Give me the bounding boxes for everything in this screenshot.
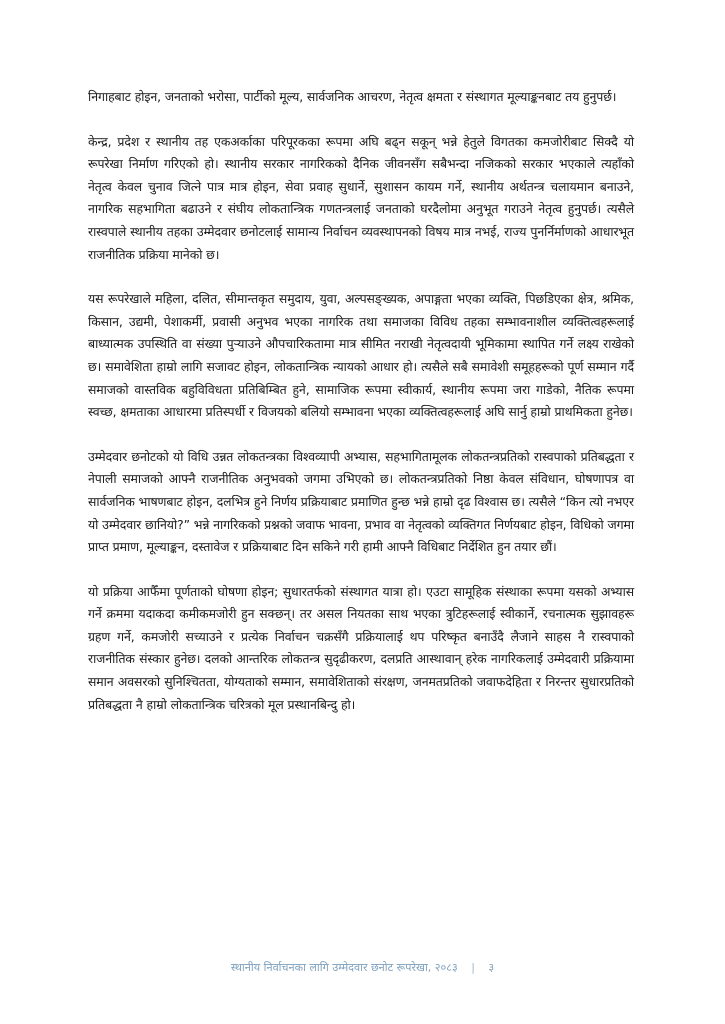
paragraph-1: निगाहबाट होइन, जनताको भरोसा, पार्टीको मूल्य, सार्वजनिक आचरण, नेतृत्व क्षमता र संस्थागत मूल्याङ्कनबाट तय हुनुपर्छ।	[88, 89, 617, 104]
paragraph-3: यस रूपरेखाले महिला, दलित, सीमान्तकृत समुदाय, युवा, अल्पसङ्ख्यक, अपाङ्गता भएका व्यक्ति, पिछडिएका क्षेत्र, श्रमिक, किसान, उद्यमी, पेशाकर्मी, प्रवासी अनुभव भएका नागरिक तथा समाजका विविध तहका सम्भावनाशील व्यक्तित्वहरूलाई बाध्यात्मक उपस्थिति वा संख्या पुर्‍याउने औपचारिकतामा मात्र सीमित नराखी नेतृत्वदायी भूमिकामा स्थापित गर्ने लक्ष्य राखेको छ। समावेशिता हाम्रो लागि सजावट होइन, लोकतान्त्रिक न्यायको आधार हो। त्यसैले सबै समावेशी समूहहरूको पूर्ण सम्मान गर्दै समाजको वास्तविक बहुविविधता प्रतिबिम्बित हुने, सामाजिक रूपमा स्वीकार्य, स्थानीय रूपमा जरा गाडेको, नैतिक रूपमा स्वच्छ, क्षमताका आधारमा प्रतिस्पर्धी र विजयको बलियो सम्भावना भएका व्यक्तित्वहरूलाई अघि सार्नु हाम्रो प्राथमिकता हुनेछ।	[88, 291, 634, 420]
paragraph-4: उम्मेदवार छनोटको यो विधि उन्नत लोकतन्त्रका विश्वव्यापी अभ्यास, सहभागितामूलक लोकतन्त्रप्रतिको रास्वपाको प्रतिबद्धता र नेपाली समाजको आफ्नै राजनीतिक अनुभवको जगमा उभिएको छ। लोकतन्त्रप्रतिको निष्ठा केवल संविधान, घोषणापत्र वा सार्वजनिक भाषणबाट होइन, दलभित्र हुने निर्णय प्रक्रियाबाट प्रमाणित हुन्छ भन्ने हाम्रो दृढ विश्वास छ। त्यसैले “किन त्यो नभएर यो उम्मेदवार छानियो?” भन्ने नागरिकको प्रश्नको जवाफ भावना, प्रभाव वा नेतृत्वको व्यक्तिगत निर्णयबाट होइन, विधिको जगमा प्राप्त प्रमाण, मूल्याङ्कन, दस्तावेज र प्रक्रियाबाट दिन सकिने गरी हामी आफ्नै विधिबाट निर्देशित हुन तयार छौं।	[88, 448, 634, 555]
page-number: ३	[488, 961, 495, 974]
footer-separator: |	[471, 961, 475, 974]
paragraph-5: यो प्रक्रिया आफैँमा पूर्णताको घोषणा होइन; सुधारतर्फको संस्थागत यात्रा हो। एउटा सामूहिक संस्थाका रूपमा यसको अभ्यास गर्ने क्रममा यदाकदा कमीकमजोरी हुन सक्छन्। तर असल नियतका साथ भएका त्रुटिहरूलाई स्वीकार्ने, रचनात्मक सुझावहरू ग्रहण गर्ने, कमजोरी सच्याउने र प्रत्येक निर्वाचन चक्रसँगै प्रक्रियालाई थप परिष्कृत बनाउँदै लैजाने साहस नै रास्वपाको राजनीतिक संस्कार हुनेछ। दलको आन्तरिक लोकतन्त्र सुदृढीकरण, दलप्रति आस्थावान् हरेक नागरिकलाई उम्मेदवारी प्रक्रियामा समान अवसरको सुनिश्चितता, योग्यताको सम्मान, समावेशिताको संरक्षण, जनमतप्रतिको जवाफदेहिता र निरन्तर सुधारप्रतिको प्रतिबद्धता नै हाम्रो लोकतान्त्रिक चरित्रको मूल प्रस्थानबिन्दु हो।	[88, 583, 634, 712]
footer-title: स्थानीय निर्वाचनका लागि उम्मेदवार छनोट रूपरेखा, २०८३	[230, 961, 458, 974]
page-footer	[0, 960, 725, 975]
document-body	[88, 86, 634, 738]
paragraph-2: केन्द्र, प्रदेश र स्थानीय तह एकअर्काका परिपूरकका रूपमा अघि बढ्न सकून् भन्ने हेतुले विगतका कमजोरीबाट सिक्दै यो रूपरेखा निर्माण गरिएको हो। स्थानीय सरकार नागरिकको दैनिक जीवनसँग सबैभन्दा नजिकको सरकार भएकाले त्यहाँको नेतृत्व केवल चुनाव जित्ने पात्र मात्र होइन, सेवा प्रवाह सुधार्ने, सुशासन कायम गर्ने, स्थानीय अर्थतन्त्र चलायमान बनाउने, नागरिक सहभागिता बढाउने र संघीय लोकतान्त्रिक गणतन्त्रलाई जनताको घरदैलोमा अनुभूत गराउने नेतृत्व हुनुपर्छ। त्यसैले रास्वपाले स्थानीय तहका उम्मेदवार छनोटलाई सामान्य निर्वाचन व्यवस्थापनको विषय मात्र नभई, राज्य पुनर्निर्माणको आधारभूत राजनीतिक प्रक्रिया मानेको छ।	[88, 133, 634, 262]
